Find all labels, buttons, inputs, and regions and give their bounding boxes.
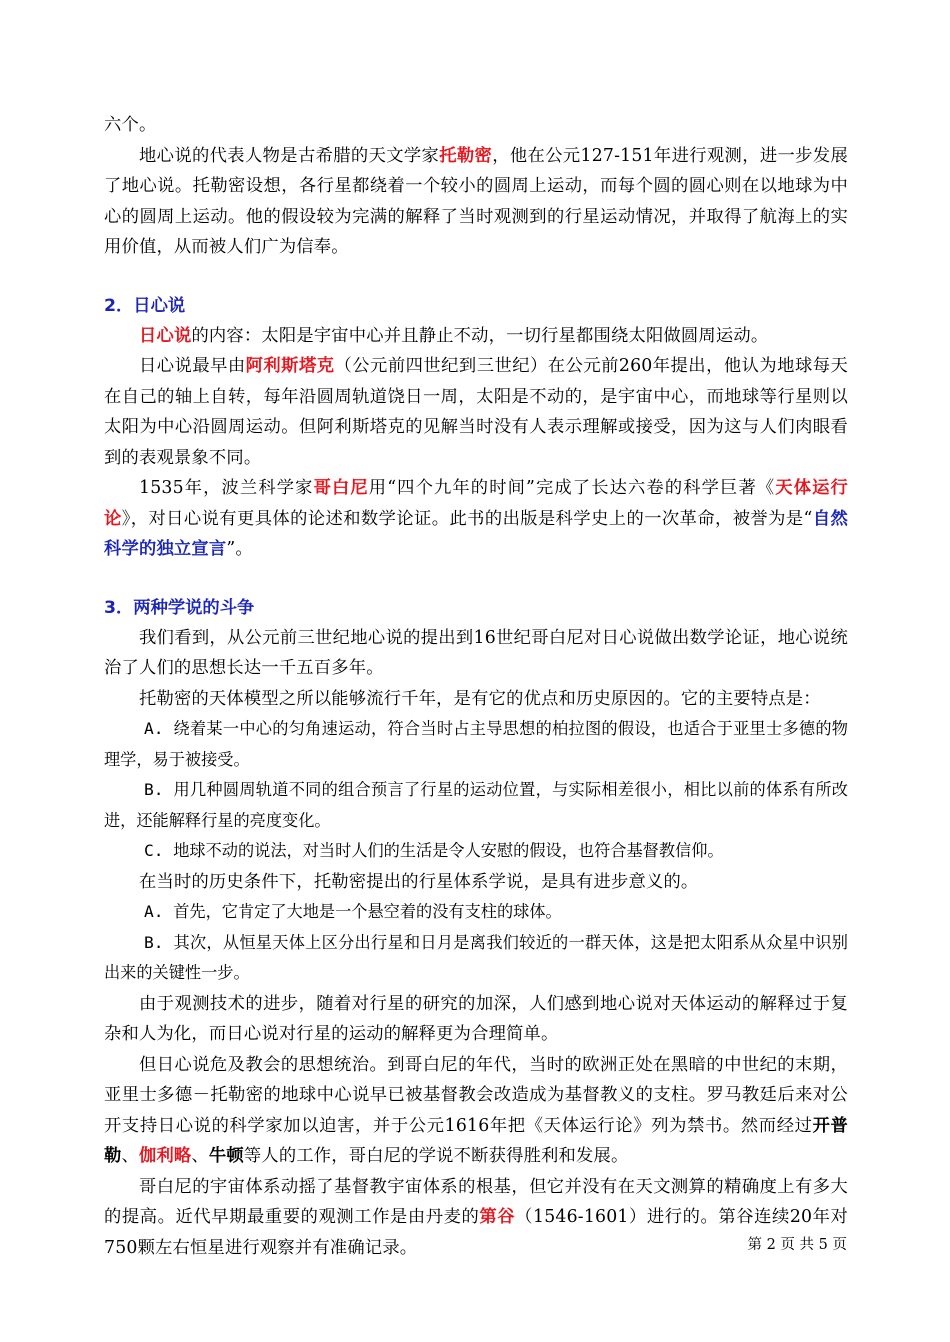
keyword-copernicus: 哥白尼 bbox=[313, 478, 369, 498]
keyword-heliocentric: 日心说 bbox=[139, 325, 192, 346]
list-item: B. 用几种圆周轨道不同的组合预言了行星的运动位置，与实际相差很小，相比以前的体系有所改进，还能解释行星的亮度变化。 bbox=[104, 780, 848, 830]
paragraph-geocentric-ptolemy bbox=[104, 141, 848, 263]
list-item: A. 绕着某一中心的匀角速运动，符合当时占主导思想的柏拉图的假设，也适合于亚里士多德的物理学，易于被接受。 bbox=[104, 719, 848, 769]
keyword-galileo: 伽利略 bbox=[138, 1146, 192, 1166]
paragraph: 由于观测技术的进步，随着对行星的研究的加深，人们感到地心说对天体运动的解释过于复杂和人为化，而日心说对行星的运动的解释更为合理简单。 bbox=[104, 993, 848, 1044]
text: 、 bbox=[191, 1146, 209, 1166]
paragraph: 我们看到，从公元前三世纪地心说的提出到16世纪哥白尼对日心说做出数学论证，地心说统治了人们的思想长达一千五百多年。 bbox=[104, 627, 848, 678]
section-heading-struggle: 3．两种学说的斗争 bbox=[104, 597, 255, 618]
text: （1546-1601）进行的。第谷连续20年对750颗左右恒星进行观察并有准确记录。 bbox=[104, 1207, 849, 1258]
paragraph-heliocentric-content bbox=[104, 321, 848, 352]
text: 日心说最早由 bbox=[139, 356, 246, 376]
list-item: A. 首先，它肯定了大地是一个悬空着的没有支柱的球体。 bbox=[144, 902, 562, 921]
paragraph-church bbox=[104, 1050, 848, 1172]
text: 、 bbox=[121, 1146, 139, 1166]
text: ，他在公元127-151年进行观测，进一步发展了地心说。托勒密设想，各行星都绕着一个较小的圆周上运动，而每个圆的圆心则在以地球为中心的圆周上运动。他的假设较为完满的解释了当时观测到的行星运动情况，并取得了航海上的实用价值，从而被人们广为信奉。 bbox=[104, 145, 848, 257]
text: 哥白尼的宇宙体系动摇了基督教宇宙体系的根基，但它并没有在天文测算的精确度上有多大的提高。近代早期最重要的观测工作是由丹麦的 bbox=[104, 1176, 848, 1227]
keyword-tycho: 第谷 bbox=[479, 1207, 516, 1227]
text: 1535年，波兰科学家 bbox=[139, 478, 314, 498]
paragraph-copernicus bbox=[104, 473, 848, 565]
text: 等人的工作，哥白尼的学说不断获得胜利和发展。 bbox=[243, 1146, 629, 1166]
page-number: 第 2 页 共 5 页 bbox=[747, 1237, 847, 1253]
text: 的内容：太阳是宇宙中心并且静止不动，一切行星都围绕太阳做圆周运动。 bbox=[191, 325, 769, 346]
keyword-ptolemy: 托勒密 bbox=[439, 145, 493, 166]
text: ”。 bbox=[226, 539, 253, 559]
text: 》，对日心说有更具体的论述和数学论证。此书的出版是科学史上的一次革命，被誉为是“ bbox=[121, 508, 813, 529]
text: （公元前四世纪到三世纪）在公元前260年提出，他认为地球每天在自己的轴上自转，每年沿圆周轨道饶日一周，太阳是不动的，是宇宙中心，而地球等行星则以太阳为中心沿圆周运动。但阿利斯塔克的见解当时没有人表示理解或接受，因为这与人们肉眼看到的表观景象不同。 bbox=[104, 356, 848, 468]
paragraph: 六个。 bbox=[104, 115, 157, 135]
keyword-aristarchus: 阿利斯塔克 bbox=[245, 356, 335, 376]
paragraph-tycho bbox=[104, 1172, 848, 1264]
section-heading-heliocentric: 2．日心说 bbox=[104, 295, 186, 316]
keyword-declaration: 自然科学的独立宣言 bbox=[104, 508, 849, 559]
list-item: B. 其次，从恒星天体上区分出行星和日月是离我们较近的一群天体，这是把太阳系从众星中识别出来的关键性一步。 bbox=[104, 932, 848, 982]
text: 但日心说危及教会的思想统治。到哥白尼的年代，当时的欧洲正处在黑暗的中世纪的末期，亚里士多德－托勒密的地球中心说早已被基督教会改造成为基督教义的支柱。罗马教廷后来对公开支持日心说的科学家加以迫害，并于公元1616年把《天体运行论》列为禁书。然而经过 bbox=[104, 1054, 848, 1136]
paragraph: 托勒密的天体模型之所以能够流行千年，是有它的优点和历史原因的。它的主要特点是： bbox=[139, 688, 821, 709]
document-body bbox=[104, 110, 848, 1263]
keyword-newton: 牛顿 bbox=[208, 1146, 244, 1166]
text: 地心说的代表人物是古希腊的天文学家 bbox=[139, 145, 440, 166]
paragraph-aristarchus bbox=[104, 351, 848, 473]
paragraph: 在当时的历史条件下，托勒密提出的行星体系学说，是具有进步意义的。 bbox=[139, 871, 699, 892]
keyword-kepler: 开普勒 bbox=[104, 1115, 848, 1166]
list-item: C. 地球不动的说法，对当时人们的生活是令人安慰的假设，也符合基督教信仰。 bbox=[144, 841, 724, 860]
keyword-book-title: 天体运行论 bbox=[104, 478, 848, 529]
text: 用“四个九年的时间”完成了长达六卷的科学巨著《 bbox=[368, 478, 776, 498]
